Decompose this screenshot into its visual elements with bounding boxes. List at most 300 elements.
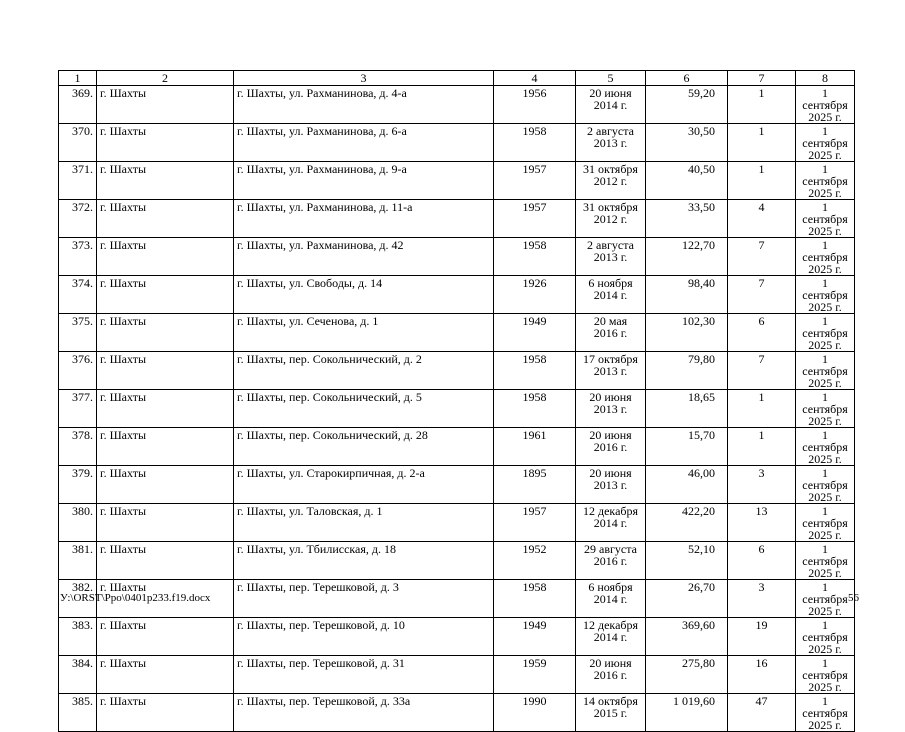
count-cell-line: 19 xyxy=(755,618,768,632)
table-body xyxy=(59,86,855,732)
table-row xyxy=(59,124,855,162)
count-cell-line: 1 xyxy=(758,390,765,404)
count-cell xyxy=(728,200,796,238)
date-cell xyxy=(576,314,646,352)
count-cell-line: 16 xyxy=(755,656,768,670)
row-number-line: 371. xyxy=(72,162,93,176)
address-cell xyxy=(234,428,494,466)
count-cell-line: 1 xyxy=(758,428,765,442)
table-row xyxy=(59,276,855,314)
planned-date-cell xyxy=(796,238,855,276)
count-cell xyxy=(728,276,796,314)
city-cell-line: г. Шахты xyxy=(100,428,147,442)
count-cell-line: 1 xyxy=(758,86,765,100)
planned-date-cell-line: 1 сентября xyxy=(802,314,848,340)
row-number-line: 373. xyxy=(72,238,93,252)
table-row xyxy=(59,200,855,238)
row-number xyxy=(59,238,97,276)
address-cell xyxy=(234,238,494,276)
planned-date-cell-line: 1 сентября xyxy=(802,504,848,530)
table-row xyxy=(59,694,855,732)
city-cell xyxy=(97,618,234,656)
date-cell xyxy=(576,542,646,580)
address-cell xyxy=(234,86,494,124)
year-cell-line: 1949 xyxy=(522,618,547,632)
date-cell xyxy=(576,238,646,276)
planned-date-cell-line: 2025 г. xyxy=(808,262,842,276)
date-cell-line: 20 июня xyxy=(589,466,632,480)
area-cell-line: 46,00 xyxy=(688,466,715,480)
planned-date-cell-line: 1 сентября xyxy=(802,86,848,112)
year-cell-line: 1961 xyxy=(522,428,547,442)
address-cell xyxy=(234,542,494,580)
area-cell xyxy=(646,542,728,580)
row-number xyxy=(59,504,97,542)
date-cell-line: 12 декабря xyxy=(582,618,639,632)
date-cell xyxy=(576,466,646,504)
area-cell-line: 40,50 xyxy=(688,162,715,176)
planned-date-cell xyxy=(796,86,855,124)
city-cell-line: г. Шахты xyxy=(100,200,147,214)
date-cell-line: 20 июня xyxy=(589,428,632,442)
planned-date-cell-line: 2025 г. xyxy=(808,604,842,618)
date-cell-line: 2 августа xyxy=(587,238,634,252)
city-cell-line: г. Шахты xyxy=(100,162,147,176)
city-cell xyxy=(97,428,234,466)
city-cell-line: г. Шахты xyxy=(100,466,147,480)
year-cell-line: 1958 xyxy=(522,238,547,252)
table-row xyxy=(59,428,855,466)
count-cell xyxy=(728,428,796,466)
page-number: 56 xyxy=(848,592,859,604)
year-cell xyxy=(494,276,576,314)
date-cell-line: 2014 г. xyxy=(593,592,628,606)
area-cell xyxy=(646,200,728,238)
year-cell xyxy=(494,542,576,580)
year-cell-line: 1958 xyxy=(522,390,547,404)
planned-date-cell-line: 2025 г. xyxy=(808,680,842,694)
planned-date-cell xyxy=(796,352,855,390)
row-number-line: 379. xyxy=(72,466,93,480)
date-cell xyxy=(576,694,646,732)
count-cell-line: 13 xyxy=(755,504,768,518)
area-cell-line: 33,50 xyxy=(688,200,715,214)
date-cell xyxy=(576,200,646,238)
date-cell-line: 2016 г. xyxy=(593,668,628,682)
city-cell xyxy=(97,656,234,694)
planned-date-cell xyxy=(796,276,855,314)
date-cell-line: 20 июня xyxy=(589,390,632,404)
planned-date-cell-line: 2025 г. xyxy=(808,300,842,314)
address-cell-line: г. Шахты, ул. Рахманинова, д. 42 xyxy=(237,238,404,252)
address-cell xyxy=(234,694,494,732)
city-cell-line: г. Шахты xyxy=(100,656,147,670)
planned-date-cell-line: 2025 г. xyxy=(808,490,842,504)
count-cell xyxy=(728,86,796,124)
header-col-4: 4 xyxy=(494,71,576,86)
city-cell xyxy=(97,314,234,352)
year-cell-line: 1958 xyxy=(522,352,547,366)
count-cell xyxy=(728,580,796,618)
area-cell xyxy=(646,314,728,352)
area-cell-line: 30,50 xyxy=(688,124,715,138)
planned-date-cell-line: 2025 г. xyxy=(808,642,842,656)
planned-date-cell-line: 1 сентября xyxy=(802,656,848,682)
date-cell-line: 2015 г. xyxy=(593,706,628,720)
date-cell-line: 2012 г. xyxy=(593,212,628,226)
city-cell-line: г. Шахты xyxy=(100,352,147,366)
area-cell-line: 26,70 xyxy=(688,580,715,594)
footer-file-path: У:\ORST\Ppo\0401p233.f19.docx xyxy=(60,592,211,604)
area-cell-line: 1 019,60 xyxy=(673,694,715,708)
row-number xyxy=(59,618,97,656)
address-cell xyxy=(234,390,494,428)
count-cell xyxy=(728,504,796,542)
address-cell-line: г. Шахты, пер. Терешковой, д. 10 xyxy=(237,618,405,632)
year-cell-line: 1957 xyxy=(522,200,547,214)
row-number-line: 380. xyxy=(72,504,93,518)
city-cell-line: г. Шахты xyxy=(100,580,147,594)
planned-date-cell-line: 1 сентября xyxy=(802,428,848,454)
date-cell-line: 14 октября xyxy=(583,694,638,708)
address-cell xyxy=(234,314,494,352)
planned-date-cell xyxy=(796,542,855,580)
area-cell-line: 79,80 xyxy=(688,352,715,366)
planned-date-cell-line: 1 сентября xyxy=(802,200,848,226)
date-cell-line: 2014 г. xyxy=(593,98,628,112)
year-cell-line: 1952 xyxy=(522,542,547,556)
date-cell-line: 2013 г. xyxy=(593,136,628,150)
planned-date-cell-line: 1 сентября xyxy=(802,466,848,492)
city-cell-line: г. Шахты xyxy=(100,618,147,632)
register-table xyxy=(58,70,855,732)
table-header-row xyxy=(59,71,855,86)
year-cell-line: 1959 xyxy=(522,656,547,670)
address-cell-line: г. Шахты, ул. Старокирпичная, д. 2-а xyxy=(237,466,425,480)
row-number xyxy=(59,124,97,162)
table-row xyxy=(59,352,855,390)
planned-date-cell xyxy=(796,504,855,542)
city-cell xyxy=(97,124,234,162)
count-cell xyxy=(728,542,796,580)
year-cell-line: 1957 xyxy=(522,162,547,176)
address-cell-line: г. Шахты, пер. Сокольнический, д. 5 xyxy=(237,390,422,404)
address-cell-line: г. Шахты, ул. Рахманинова, д. 9-а xyxy=(237,162,407,176)
date-cell xyxy=(576,390,646,428)
date-cell-line: 2014 г. xyxy=(593,516,628,530)
planned-date-cell xyxy=(796,694,855,732)
area-cell xyxy=(646,656,728,694)
city-cell xyxy=(97,162,234,200)
planned-date-cell-line: 2025 г. xyxy=(808,148,842,162)
date-cell-line: 2016 г. xyxy=(593,554,628,568)
count-cell xyxy=(728,390,796,428)
address-cell-line: г. Шахты, ул. Свободы, д. 14 xyxy=(237,276,383,290)
year-cell xyxy=(494,314,576,352)
area-cell xyxy=(646,390,728,428)
address-cell-line: г. Шахты, ул. Сеченова, д. 1 xyxy=(237,314,379,328)
planned-date-cell-line: 1 сентября xyxy=(802,124,848,150)
count-cell-line: 1 xyxy=(758,124,765,138)
year-cell xyxy=(494,694,576,732)
planned-date-cell-line: 2025 г. xyxy=(808,718,842,732)
date-cell-line: 2013 г. xyxy=(593,250,628,264)
address-cell-line: г. Шахты, пер. Терешковой, д. 31 xyxy=(237,656,405,670)
count-cell-line: 3 xyxy=(758,580,765,594)
row-number-line: 370. xyxy=(72,124,93,138)
planned-date-cell xyxy=(796,428,855,466)
city-cell xyxy=(97,390,234,428)
year-cell-line: 1895 xyxy=(522,466,547,480)
area-cell-line: 59,20 xyxy=(688,86,715,100)
year-cell xyxy=(494,352,576,390)
planned-date-cell xyxy=(796,656,855,694)
year-cell xyxy=(494,200,576,238)
planned-date-cell-line: 2025 г. xyxy=(808,452,842,466)
address-cell-line: г. Шахты, пер. Терешковой, д. 3 xyxy=(237,580,399,594)
year-cell xyxy=(494,466,576,504)
row-number-line: 384. xyxy=(72,656,93,670)
row-number-line: 376. xyxy=(72,352,93,366)
date-cell xyxy=(576,428,646,466)
year-cell xyxy=(494,504,576,542)
date-cell-line: 2012 г. xyxy=(593,174,628,188)
planned-date-cell xyxy=(796,580,855,618)
planned-date-cell-line: 1 сентября xyxy=(802,276,848,302)
city-cell-line: г. Шахты xyxy=(100,542,147,556)
address-cell xyxy=(234,656,494,694)
count-cell xyxy=(728,352,796,390)
planned-date-cell-line: 2025 г. xyxy=(808,224,842,238)
area-cell xyxy=(646,124,728,162)
date-cell-line: 2014 г. xyxy=(593,630,628,644)
city-cell-line: г. Шахты xyxy=(100,86,147,100)
table-row xyxy=(59,86,855,124)
date-cell xyxy=(576,580,646,618)
date-cell xyxy=(576,276,646,314)
area-cell xyxy=(646,504,728,542)
header-col-6: 6 xyxy=(646,71,728,86)
date-cell-line: 20 июня xyxy=(589,656,632,670)
city-cell xyxy=(97,86,234,124)
address-cell-line: г. Шахты, ул. Рахманинова, д. 6-а xyxy=(237,124,407,138)
address-cell xyxy=(234,124,494,162)
city-cell xyxy=(97,200,234,238)
area-cell xyxy=(646,238,728,276)
count-cell-line: 1 xyxy=(758,162,765,176)
year-cell xyxy=(494,618,576,656)
area-cell xyxy=(646,86,728,124)
city-cell xyxy=(97,694,234,732)
city-cell-line: г. Шахты xyxy=(100,390,147,404)
planned-date-cell-line: 1 сентября xyxy=(802,618,848,644)
planned-date-cell-line: 2025 г. xyxy=(808,528,842,542)
city-cell-line: г. Шахты xyxy=(100,314,147,328)
area-cell xyxy=(646,618,728,656)
year-cell xyxy=(494,124,576,162)
count-cell xyxy=(728,314,796,352)
row-number xyxy=(59,352,97,390)
year-cell xyxy=(494,86,576,124)
count-cell-line: 7 xyxy=(758,238,765,252)
count-cell-line: 3 xyxy=(758,466,765,480)
planned-date-cell-line: 2025 г. xyxy=(808,186,842,200)
date-cell-line: 6 ноября xyxy=(588,580,633,594)
row-number-line: 378. xyxy=(72,428,93,442)
row-number xyxy=(59,542,97,580)
table-row xyxy=(59,390,855,428)
date-cell-line: 2016 г. xyxy=(593,440,628,454)
planned-date-cell-line: 1 сентября xyxy=(802,694,848,720)
planned-date-cell xyxy=(796,314,855,352)
city-cell xyxy=(97,504,234,542)
year-cell xyxy=(494,162,576,200)
area-cell-line: 422,20 xyxy=(682,504,715,518)
row-number-line: 385. xyxy=(72,694,93,708)
table-row xyxy=(59,504,855,542)
year-cell xyxy=(494,656,576,694)
count-cell-line: 47 xyxy=(755,694,768,708)
address-cell-line: г. Шахты, пер. Сокольнический, д. 2 xyxy=(237,352,422,366)
count-cell xyxy=(728,694,796,732)
planned-date-cell xyxy=(796,390,855,428)
area-cell xyxy=(646,276,728,314)
row-number xyxy=(59,656,97,694)
row-number xyxy=(59,428,97,466)
table-row xyxy=(59,314,855,352)
header-col-3: 3 xyxy=(234,71,494,86)
count-cell-line: 4 xyxy=(758,200,765,214)
date-cell-line: 31 октября xyxy=(583,162,638,176)
year-cell-line: 1990 xyxy=(522,694,547,708)
row-number-line: 374. xyxy=(72,276,93,290)
date-cell xyxy=(576,618,646,656)
table-row xyxy=(59,238,855,276)
area-cell-line: 275,80 xyxy=(682,656,715,670)
year-cell-line: 1956 xyxy=(522,86,547,100)
count-cell xyxy=(728,238,796,276)
year-cell-line: 1949 xyxy=(522,314,547,328)
city-cell xyxy=(97,352,234,390)
count-cell-line: 6 xyxy=(758,314,765,328)
row-number-line: 381. xyxy=(72,542,93,556)
address-cell xyxy=(234,200,494,238)
date-cell-line: 31 октября xyxy=(583,200,638,214)
planned-date-cell-line: 2025 г. xyxy=(808,376,842,390)
planned-date-cell-line: 1 сентября xyxy=(802,390,848,416)
address-cell-line: г. Шахты, ул. Тбилисская, д. 18 xyxy=(237,542,396,556)
planned-date-cell-line: 1 сентября xyxy=(802,162,848,188)
city-cell-line: г. Шахты xyxy=(100,124,147,138)
row-number-line: 377. xyxy=(72,390,93,404)
date-cell-line: 2014 г. xyxy=(593,288,628,302)
row-number xyxy=(59,276,97,314)
row-number-line: 383. xyxy=(72,618,93,632)
planned-date-cell-line: 2025 г. xyxy=(808,566,842,580)
address-cell xyxy=(234,504,494,542)
address-cell xyxy=(234,466,494,504)
date-cell-line: 6 ноября xyxy=(588,276,633,290)
row-number xyxy=(59,390,97,428)
year-cell xyxy=(494,428,576,466)
date-cell-line: 12 декабря xyxy=(582,504,639,518)
row-number-line: 382. xyxy=(72,580,93,594)
year-cell-line: 1958 xyxy=(522,124,547,138)
year-cell xyxy=(494,580,576,618)
area-cell xyxy=(646,162,728,200)
address-cell xyxy=(234,352,494,390)
area-cell-line: 122,70 xyxy=(682,238,715,252)
city-cell xyxy=(97,238,234,276)
area-cell xyxy=(646,694,728,732)
planned-date-cell-line: 2025 г. xyxy=(808,110,842,124)
count-cell xyxy=(728,656,796,694)
row-number xyxy=(59,694,97,732)
planned-date-cell-line: 1 сентября xyxy=(802,238,848,264)
row-number-line: 375. xyxy=(72,314,93,328)
count-cell xyxy=(728,162,796,200)
area-cell xyxy=(646,580,728,618)
area-cell-line: 15,70 xyxy=(688,428,715,442)
planned-date-cell xyxy=(796,162,855,200)
year-cell-line: 1958 xyxy=(522,580,547,594)
date-cell xyxy=(576,352,646,390)
year-cell-line: 1957 xyxy=(522,504,547,518)
header-col-1: 1 xyxy=(59,71,97,86)
date-cell-line: 2013 г. xyxy=(593,478,628,492)
area-cell-line: 52,10 xyxy=(688,542,715,556)
planned-date-cell-line: 1 сентября xyxy=(802,542,848,568)
city-cell-line: г. Шахты xyxy=(100,276,147,290)
row-number-line: 372. xyxy=(72,200,93,214)
area-cell-line: 18,65 xyxy=(688,390,715,404)
row-number-line: 369. xyxy=(72,86,93,100)
date-cell-line: 2 августа xyxy=(587,124,634,138)
date-cell xyxy=(576,124,646,162)
year-cell-line: 1926 xyxy=(522,276,547,290)
count-cell xyxy=(728,124,796,162)
date-cell-line: 2013 г. xyxy=(593,364,628,378)
year-cell xyxy=(494,238,576,276)
address-cell-line: г. Шахты, пер. Терешковой, д. 33а xyxy=(237,694,411,708)
address-cell-line: г. Шахты, ул. Таловская, д. 1 xyxy=(237,504,383,518)
table-row xyxy=(59,162,855,200)
count-cell-line: 7 xyxy=(758,352,765,366)
planned-date-cell xyxy=(796,124,855,162)
count-cell xyxy=(728,466,796,504)
date-cell xyxy=(576,504,646,542)
city-cell xyxy=(97,276,234,314)
table-row xyxy=(59,656,855,694)
table-row xyxy=(59,618,855,656)
city-cell-line: г. Шахты xyxy=(100,238,147,252)
area-cell xyxy=(646,466,728,504)
city-cell xyxy=(97,466,234,504)
planned-date-cell-line: 2025 г. xyxy=(808,414,842,428)
address-cell xyxy=(234,618,494,656)
count-cell xyxy=(728,618,796,656)
address-cell xyxy=(234,276,494,314)
area-cell-line: 102,30 xyxy=(682,314,715,328)
header-col-5: 5 xyxy=(576,71,646,86)
address-cell-line: г. Шахты, пер. Сокольнический, д. 28 xyxy=(237,428,428,442)
planned-date-cell-line: 2025 г. xyxy=(808,338,842,352)
date-cell-line: 20 июня xyxy=(589,86,632,100)
area-cell xyxy=(646,428,728,466)
year-cell xyxy=(494,390,576,428)
row-number xyxy=(59,200,97,238)
address-cell-line: г. Шахты, ул. Рахманинова, д. 11-а xyxy=(237,200,413,214)
